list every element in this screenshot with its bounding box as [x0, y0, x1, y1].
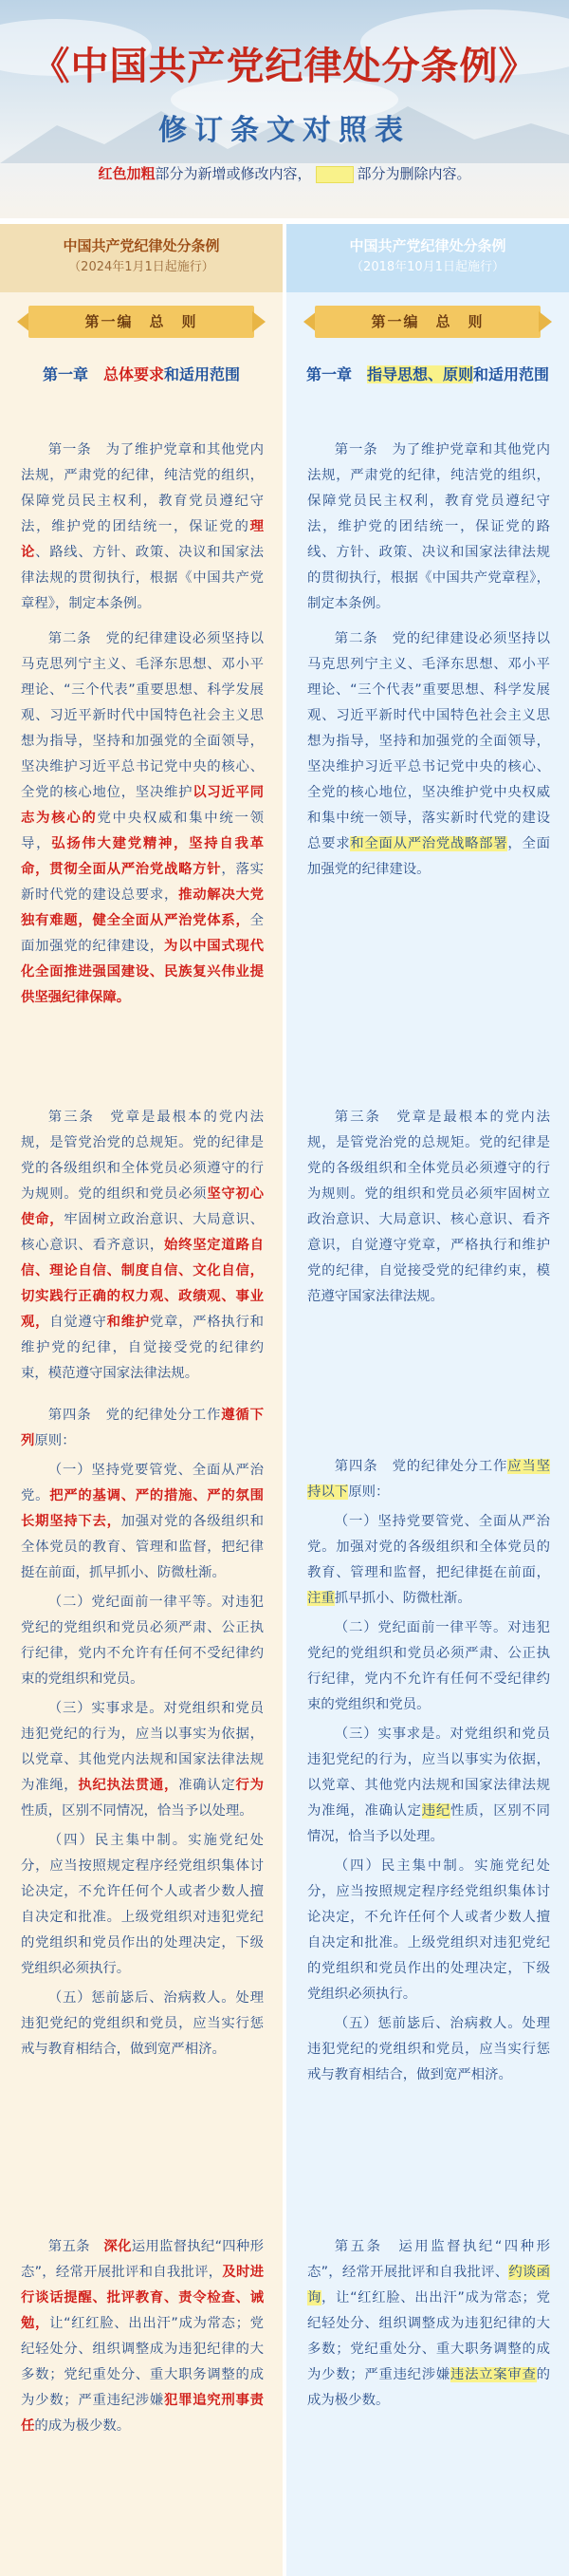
article-text: 牢固树立政治意识、大局意识、核心意识、看齐意识，	[21, 1212, 264, 1253]
added-text: 执纪执法贯通，	[78, 1778, 179, 1793]
column-2024	[0, 224, 283, 2576]
deleted-text: 违纪	[421, 1803, 450, 1819]
deleted-text: 违法立案审查	[450, 2367, 537, 2382]
article-text: 第五条	[47, 2239, 104, 2254]
chapter-new-text: 总体要求	[102, 365, 164, 383]
article-text: 自觉遵守	[49, 1315, 107, 1330]
article-text: 第五条 运用监督执纪“四种形态”，经常开展批评和自我批评、	[307, 2239, 550, 2280]
deleted-text: 应当坚持以下	[307, 1459, 550, 1500]
highlight-swatch	[316, 166, 354, 183]
article-text: （三）实事求是。对党组织和党员违犯党纪的行为，应当以事实为依据，以党章、其他党内法规和国家法律法规为准绳，	[21, 1701, 264, 1793]
article-text: （五）惩前毖后、治病救人。处理违犯党纪的党组织和党员，应当实行惩戒与教育相结合，做到宽严相济。	[307, 2016, 550, 2082]
added-text: 为以中国式现代化全面推进强国建设、民族复兴伟业提供坚强纪律保障。	[21, 939, 264, 1005]
part-title: 第一编 总 则	[371, 313, 485, 330]
article-text: 第二条 党的纪律建设必须坚持以马克思列宁主义、毛泽东思想、邓小平理论、“三个代表”重要思想、科学发展观、习近平新时代中国特色社会主义思想为指导，坚持和加强党的全面领导，坚决维护习近平总书记党中央的核心、全党的核心地位，坚决维护党中央权威和集中统一领导，落实新时代党的建设总要求	[307, 631, 550, 851]
part-banner	[0, 306, 283, 338]
article-text: （五）惩前毖后、治病救人。处理违犯党纪的党组织和党员，应当实行惩戒与教育相结合，做到宽严相济。	[21, 1990, 264, 2057]
column-date: （2018年10月1日起施行）	[351, 260, 505, 274]
chapter-suffix: 和适用范围	[473, 365, 550, 383]
article-text: 让“红红脸、出出汗”成为常态；党纪轻处分、组织调整成为违犯纪律的大多数；党纪重处分、重大职务调整的成为少数；严重违纪涉嫌	[21, 2316, 264, 2408]
article-3	[0, 1105, 283, 1391]
article-text: 第四条 党的纪律处分工作	[47, 1408, 222, 1423]
article-text: （一）坚持党要管党、全面从严治党。加强对党的各级组织和全体党员的教育、管理和监督，把纪律挺在前面，	[307, 1514, 550, 1580]
column-title: 中国共产党纪律处分条例	[63, 237, 220, 254]
article-text: 、路线、方针、政策、决议和国家法律法规的贯彻执行，根据《中国共产党章程》，制定本条例。	[21, 545, 264, 611]
article-text: 党中央权威和集中统一领导，	[21, 811, 264, 851]
article-text: 第二条 党的纪律建设必须坚持以马克思列宁主义、毛泽东思想、邓小平理论、“三个代表”重要思想、科学发展观、习近平新时代中国特色社会主义思想为指导，坚持和加强党的全面领导，坚决维护习近平总书记党中央的核心、全党的核心地位，坚决维护	[21, 631, 264, 800]
added-text: 遵循下列	[21, 1408, 264, 1448]
article-text: 准确认定	[178, 1778, 236, 1793]
added-text: 把严的基调、严的措施、严的氛围长期坚持下去，	[21, 1488, 264, 1529]
article-2	[0, 626, 283, 1015]
column-header-2018	[286, 224, 569, 292]
column-date: （2024年1月1日起施行）	[68, 260, 214, 274]
article-text: 全面加强党的纪律建设，	[21, 913, 264, 954]
article-5	[286, 2234, 569, 2417]
article-text: （四）民主集中制。实施党纪处分，应当按照规定程序经党组织集体讨论决定，不允许任何个人或者少数人擅自决定和批准。上级党组织对违犯党纪的党组织和党员作出的处理决定，下级党组织必须执行。	[307, 1858, 550, 2002]
deleted-text: 和全面从严治党战略部署	[350, 836, 508, 851]
article-1	[0, 438, 283, 621]
article-text: 抓早抓小、防微杜渐。	[334, 1591, 471, 1606]
article-5	[0, 2234, 283, 2443]
deleted-text: 约谈函询	[307, 2265, 550, 2305]
added-text: 始终坚定道路自信、理论自信、制度自信、文化自信，切实践行正确的权力观、政绩观、事业观，	[21, 1238, 264, 1330]
added-text: 推动解决大党独有难题，健全全面从严治党体系，	[21, 887, 264, 928]
page-title: 《中国共产党纪律处分条例》	[31, 44, 538, 88]
article-text: ，全面加强党的纪律建设。	[307, 836, 550, 877]
page-subtitle: 修订条文对照表	[158, 114, 411, 147]
article-text: 性质，区别不同情况，恰当予以处理。	[307, 1803, 550, 1844]
legend-mid-text: 部分为新增或修改内容，	[155, 165, 312, 182]
article-text: 第一条 为了维护党章和其他党内法规，严肃党的纪律，纯洁党的组织，保障党员民主权利，教育党员遵纪守法，维护党的团结统一，保证党的	[21, 442, 264, 534]
article-text: 第一条 为了维护党章和其他党内法规，严肃党的纪律，纯洁党的组织，保障党员民主权利，教育党员遵纪守法，维护党的团结统一，保证党的路线、方针、政策、决议和国家法律法规的贯彻执行，根据《中国共产党章程》，制定本条例。	[307, 442, 550, 611]
article-text: （一）坚持党要管党、全面从严治党。	[21, 1463, 264, 1503]
added-text: 理论	[21, 519, 264, 560]
article-text: 运用监督执纪“四种形态”，经常开展批评和自我批评，	[21, 2239, 264, 2280]
chapter-suffix: 和适用范围	[164, 365, 241, 383]
comparison-columns	[0, 224, 569, 2576]
deleted-text: 注重	[307, 1591, 335, 1606]
article-text: （四）民主集中制。实施党纪处分，应当按照规定程序经党组织集体讨论决定，不允许任何个人或者少数人擅自决定和批准。上级党组织对违犯党纪的党组织和党员作出的处理决定，下级党组织必须执行。	[21, 1833, 264, 1976]
article-text: 加强对党的各级组织和全体党员的教育、管理和监督，把纪律挺在前面，抓早抓小、防微杜渐。	[21, 1514, 264, 1580]
article-text: （三）实事求是。对党组织和党员违犯党纪的行为，应当以事实为依据，以党章、其他党内法规和国家法律法规为准绳，准确认定	[307, 1727, 550, 1819]
article-text: 第四条 党的纪律处分工作	[334, 1459, 508, 1474]
article-text: 的成为极少数。	[307, 2367, 550, 2408]
article-text: 党章，严格执行和维护党的纪律，自觉接受党的纪律约束，模范遵守国家法律法规。	[21, 1315, 264, 1381]
article-text: 第三条 党章是最根本的党内法规，是管党治党的总规矩。党的纪律是党的各级组织和全体党员必须遵守的行为规则。党的组织和党员必须	[21, 1110, 264, 1202]
legend-tail-text: 部分为删除内容。	[357, 165, 471, 182]
article-text: 的成为极少数。	[34, 2418, 131, 2434]
legend	[0, 163, 569, 183]
article-3	[286, 1105, 569, 1314]
column-2018	[286, 224, 569, 2576]
header	[0, 0, 569, 218]
added-text: 坚守初心使命，	[21, 1186, 264, 1227]
article-text: 原则：	[34, 1433, 76, 1448]
article-text: ，让“红红脸、出出汗”成为常态；党纪轻处分、组织调整成为违犯纪律的大多数；党纪重处分、重大职务调整的成为少数；严重违纪涉嫌	[307, 2290, 550, 2382]
part-banner	[286, 306, 569, 338]
part-title: 第一编 总 则	[84, 313, 198, 330]
article-text: （二）党纪面前一律平等。对违犯党纪的党组织和党员必须严肃、公正执行纪律，党内不允许有任何不受纪律约束的党组织和党员。	[21, 1595, 264, 1687]
chapter-prefix: 第一章	[42, 365, 103, 383]
chapter-prefix: 第一章	[305, 365, 367, 383]
article-text: （二）党纪面前一律平等。对违犯党纪的党组织和党员必须严肃、公正执行纪律，党内不允许有任何不受纪律约束的党组织和党员。	[307, 1620, 550, 1712]
article-1	[286, 438, 569, 621]
column-header-2024	[0, 224, 283, 292]
article-4	[0, 1403, 283, 2066]
added-text: 行为	[235, 1778, 264, 1793]
added-text: 深化	[103, 2239, 132, 2254]
column-title: 中国共产党纪律处分条例	[349, 237, 506, 254]
added-text: 以习近平同志为核心的	[21, 785, 264, 826]
chapter-title	[0, 363, 283, 387]
article-2	[286, 626, 569, 887]
added-text: 及时进行谈话提醒、批评教育、责令检查、诫勉，	[21, 2265, 264, 2331]
chapter-title	[286, 363, 569, 387]
article-text: 第三条 党章是最根本的党内法规，是管党治党的总规矩。党的纪律是党的各级组织和全体党员必须遵守的行为规则。党的组织和党员必须牢固树立政治意识、大局意识、核心意识、看齐意识，自觉遵守党章，严格执行和维护党的纪律，自觉接受党的纪律约束，模范遵守国家法律法规。	[307, 1110, 550, 1304]
added-text: 和维护	[106, 1315, 150, 1330]
chapter-deleted-text: 指导思想、原则	[366, 365, 473, 383]
article-text: 原则：	[348, 1484, 390, 1500]
added-text: 犯罪追究刑事责任	[21, 2393, 264, 2434]
article-text: 性质，区别不同情况，恰当予以处理。	[21, 1803, 253, 1819]
added-text: 弘扬伟大建党精神，坚持自我革命，贯彻全面从严治党战略方针	[21, 836, 264, 877]
legend-red-label: 红色加粗	[98, 165, 156, 182]
article-text: ，落实新时代党的建设总要求，	[21, 862, 264, 903]
article-4	[286, 1454, 569, 2092]
